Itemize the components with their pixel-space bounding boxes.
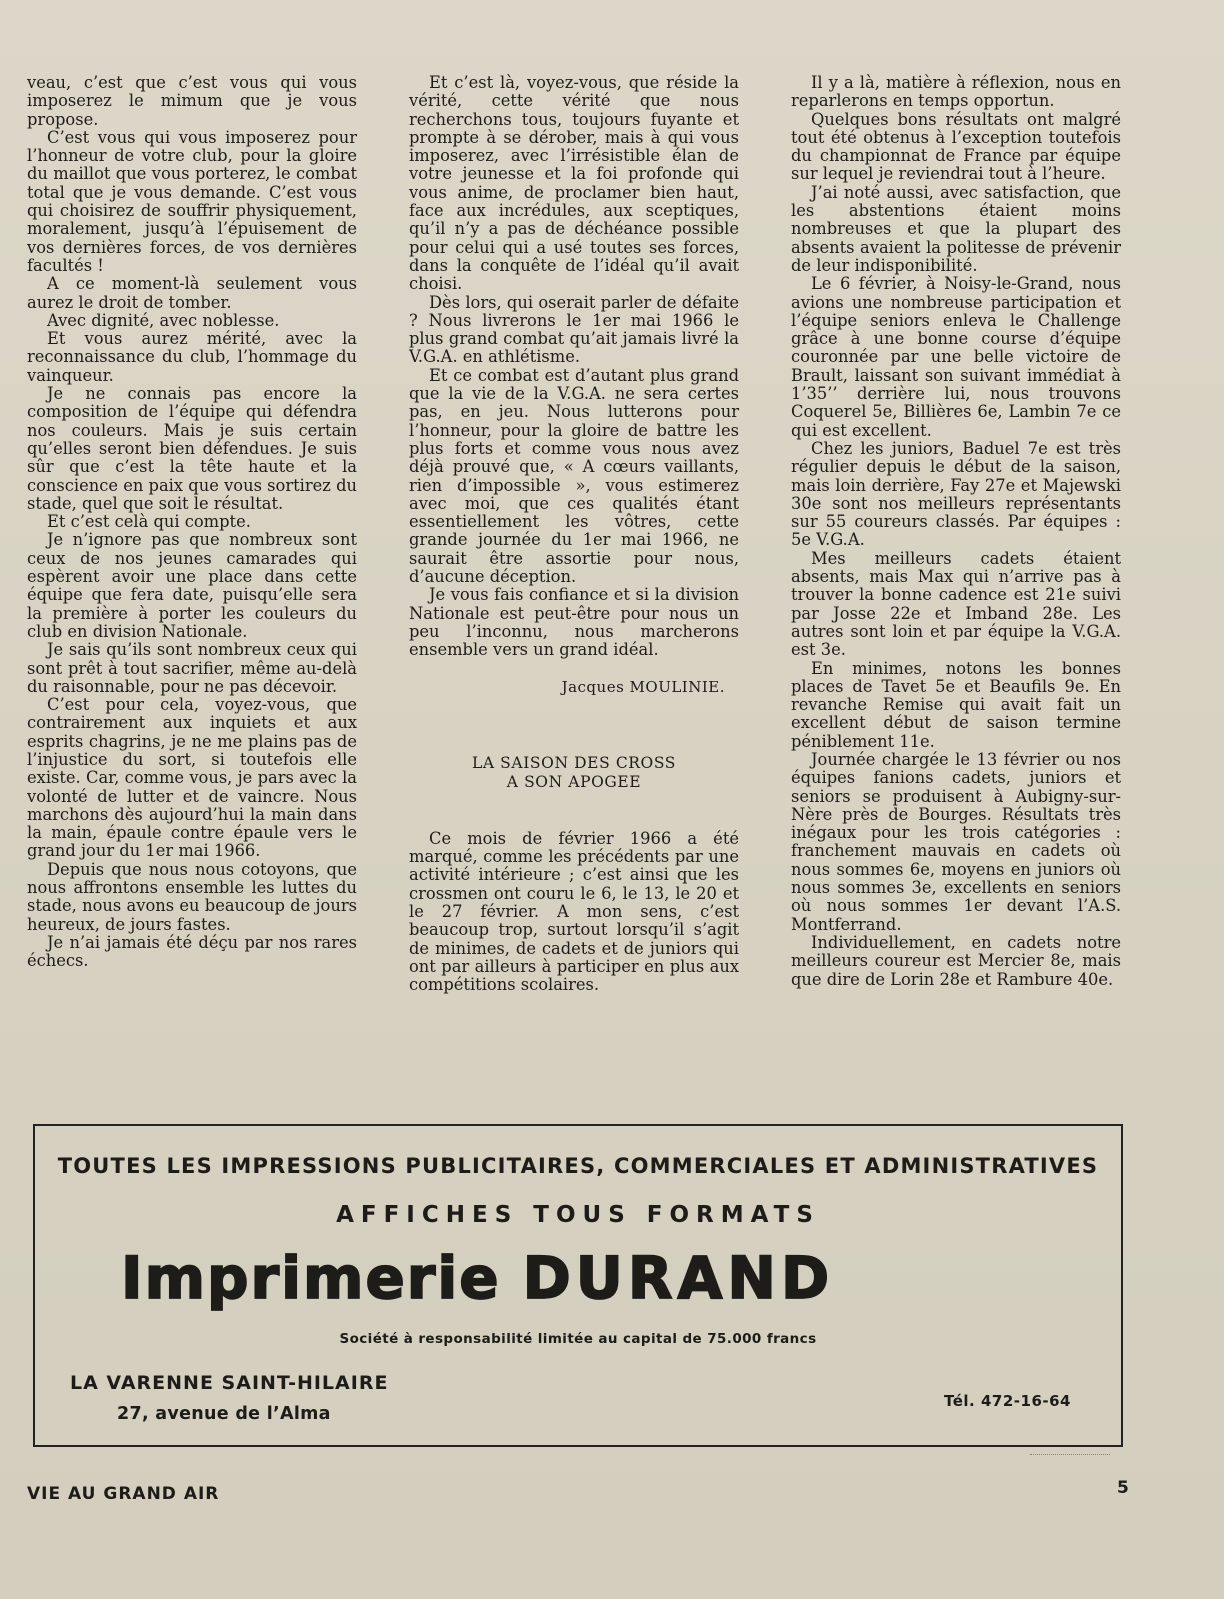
section-heading (409, 754, 739, 792)
paragraph: Et c’est celà qui compte. (47, 512, 251, 532)
ad-posters-line: AFFICHES TOUS FORMATS (336, 1202, 820, 1228)
paragraph: Et ce combat est d’autant plus grand que la vie de la V.G.A. ne sera certes pas, en jeu. Nous lutterons pour l’honneur, pour la gloire de battre les plus forts et comme vous nous avez déjà prouvé que, « A cœurs vaillants, rien d’impossible », vous estimerez avec moi, que ces qualités étant essentiellement les vôtres, cette grande journée du 1er mai 1966, ne saurait être assortie pour nous, d’aucune déception. (409, 365, 739, 587)
ad-services-line: TOUTES LES IMPRESSIONS PUBLICITAIRES, COMMERCIALES ET ADMINISTRATIVES (57, 1154, 1099, 1178)
paragraph: C’est vous qui vous imposerez pour l’honneur de votre club, pour la gloire du maillot que vous porterez, le combat total que je vous demande. C’est vous qui choisirez de souffrir physiquement, moralement, jusqu’à l’épuisement de vos dernières forces, de vos dernières facultés ! (27, 127, 357, 275)
paragraph: Je n’ai jamais été déçu par nos rares échecs. (27, 932, 357, 971)
ad-brand-word: DURAND (522, 1244, 835, 1312)
paragraph: Le 6 février, à Noisy-le-Grand, nous avions une nombreuse participation et l’équipe seniors enleva le Challenge grâce à une bonne course d’équipe couronnée par une belle victoire de Brault, laissant son suivant immédiat à 1’35’’ derrière lui, nous trouvons Coquerel 5e, Billières 6e, Lambin 7e ce qui est excellent. (791, 274, 1121, 440)
article-column-1 (27, 74, 357, 971)
paragraph: Mes meilleurs cadets étaient absents, mais Max qui n’arrive pas à trouver la bonne cadence est 21e suivi par Josse 22e et Imband 28e. Les autres sont loin et par équipe la V.G.A. est 3e. (791, 548, 1121, 660)
ad-street-address: 27, avenue de l’Alma (117, 1404, 331, 1424)
section-heading-line: LA SAISON DES CROSS (471, 753, 677, 772)
author-signature: Jacques MOULINIE. (561, 677, 725, 696)
magazine-title: VIE AU GRAND AIR (27, 1484, 220, 1504)
paragraph: Quelques bons résultats ont malgré tout été obtenus à l’exception toutefois du championnat de France par équipe sur lequel je reviendrai tout à l’heure. (791, 109, 1121, 184)
paragraph: Ce mois de février 1966 a été marqué, comme les précédents par une activité intérieure ; c’est ainsi que les crossmen ont couru le 6, le 13, le 20 et le 27 février. A mon sens, c’est beaucoup trop, surtout lorsqu’il s’agit de minimes, de cadets et de juniors qui ont par ailleurs à participer en plus aux compétitions scolaires. (409, 828, 739, 995)
paragraph: Il y a là, matière à réflexion, nous en reparlerons en temps opportun. (791, 73, 1121, 111)
ad-phone: Tél. 472-16-64 (944, 1392, 1071, 1410)
paragraph: Dès lors, qui oserait parler de défaite ? Nous livrerons le 1er mai 1966 le plus grand combat qu’ait jamais livré la V.G.A. en athlétisme. (409, 292, 739, 367)
paragraph: C’est pour cela, voyez-vous, que contrairement aux inquiets et aux esprits chagrins, je ne me plains pas de l’injustice du sort, si toutefois elle existe. Car, comme vous, je pars avec la volonté de lutter et de vaincre. Nous marchons dès aujourd’hui la main dans la main, épaule contre épaule vers le grand jour du 1er mai 1966. (27, 695, 357, 861)
paragraph: Avec dignité, avec noblesse. (47, 310, 280, 330)
page-number: 5 (1117, 1478, 1129, 1498)
ad-city: LA VARENNE SAINT-HILAIRE (70, 1372, 389, 1394)
paragraph: Et vous aurez mérité, avec la reconnaissance du club, l’hommage du vainqueur. (27, 329, 357, 385)
paragraph: Individuellement, en cadets notre meilleurs coureur est Mercier 8e, mais que dire de Lorin 28e et Rambure 40e. (791, 932, 1121, 989)
article-column-2 (409, 74, 739, 994)
paragraph: Chez les juniors, Baduel 7e est très régulier depuis le début de la saison, mais loin derrière, Fay 27e et Majewski 30e sont nos meilleurs représentants sur 55 coureurs classés. Par équipes : 5e V.G.A. (791, 438, 1121, 550)
paragraph: Et c’est là, voyez-vous, que réside la vérité, cette vérité que nous recherchons tous, toujours fuyante et prompte à se dérober, mais à qui vous imposerez, avec l’irrésistible élan de votre jeunesse et la foi profonde qui vous anime, de proclamer bien haut, face aux incrédules, aux sceptiques, qu’il n’y a pas de déchéance possible pour celui qui a usé toutes ses forces, dans la conquête de l’idéal qu’il avait choisi. (409, 73, 739, 294)
ad-brand-name (121, 1244, 834, 1312)
ad-brand-word: Imprimerie (121, 1244, 501, 1312)
paragraph: Je n’ignore pas que nombreux sont ceux de nos jeunes camarades qui espèrent avoir une place dans cette équipe que fera date, puisqu’elle sera la première à porter les couleurs du club en division Nationale. (27, 530, 357, 641)
paragraph: Je ne connais pas encore la composition de l’équipe qui défendra nos couleurs. Mais je suis certain qu’elles seront bien défendues. Je suis sûr que c’est la tête haute et la conscience en paix que vous sortirez du stade, quel que soit le résultat. (27, 384, 357, 513)
printer-advertisement (33, 1124, 1123, 1447)
section-heading-line: A SON APOGEE (506, 772, 642, 791)
paragraph: En minimes, notons les bonnes places de Tavet 5e et Beaufils 9e. En revanche Remise qui avait fait un excellent début de saison termine péniblement 11e. (791, 658, 1121, 751)
paragraph: Je sais qu’ils sont nombreux ceux qui sont prêt à tout sacrifier, même au-delà du raisonnable, pour ne pas décevoir. (27, 640, 357, 696)
paragraph: A ce moment-là seulement vous aurez le droit de tomber. (27, 274, 357, 312)
ad-legal-notice: Société à responsabilité limitée au capital de 75.000 francs (339, 1331, 817, 1347)
paragraph: Journée chargée le 13 février ou nos équipes fanions cadets, juniors et seniors se produisent à Aubigny-sur-Nère près de Bourges. Résultats très inégaux pour les trois catégories : franchement mauvais en cadets où nous sommes 6e, moyens en juniors où nous sommes 3e, excellents en seniors où nous sommes 1er devant l’A.S. Montferrand. (791, 749, 1121, 934)
paragraph: veau, c’est que c’est vous qui vous imposerez le mimum que je vous propose. (27, 73, 357, 129)
paragraph: J’ai noté aussi, avec satisfaction, que les abstentions étaient moins nombreuses et que la plupart des absents avaient la politesse de prévenir de leur indisponibilité. (791, 182, 1121, 275)
paragraph: Je vous fais confiance et si la division Nationale est peut-être pour nous un peu l’inconnu, nous marcherons ensemble vers un grand idéal. (409, 585, 739, 660)
decorative-dots (1030, 1454, 1110, 1455)
article-column-3 (791, 74, 1121, 989)
paragraph: Depuis que nous nous cotoyons, que nous affrontons ensemble les luttes du stade, nous avons eu beaucoup de jours heureux, de jours fastes. (27, 859, 357, 934)
